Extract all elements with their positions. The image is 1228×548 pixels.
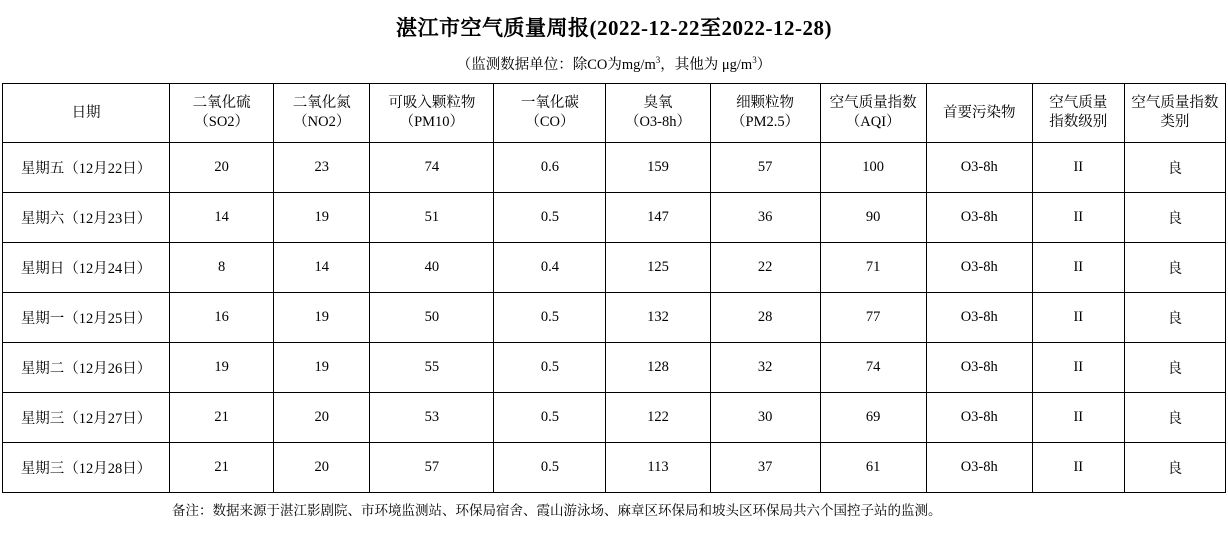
cell-level: II — [1032, 143, 1124, 193]
column-header-co — [494, 84, 606, 143]
cell-date: 星期五（12月22日） — [3, 143, 170, 193]
cell-category: 良 — [1124, 443, 1225, 493]
unit-note-sup2: 3 — [752, 55, 757, 66]
cell-co: 0.5 — [494, 293, 606, 343]
cell-no2: 19 — [274, 343, 370, 393]
column-header-o3-line2: （O3-8h） — [624, 114, 692, 131]
cell-co: 0.5 — [494, 443, 606, 493]
column-header-date — [3, 84, 170, 143]
cell-so2: 14 — [170, 193, 274, 243]
cell-primary-pollutant: O3-8h — [926, 343, 1032, 393]
cell-pm10: 74 — [370, 143, 494, 193]
column-header-primary-pollutant-line1: 首要污染物 — [942, 104, 1016, 121]
cell-co: 0.5 — [494, 193, 606, 243]
cell-category: 良 — [1124, 143, 1225, 193]
cell-pm10: 57 — [370, 443, 494, 493]
cell-aqi: 69 — [820, 393, 926, 443]
cell-aqi: 71 — [820, 243, 926, 293]
cell-no2: 23 — [274, 143, 370, 193]
unit-note-part1: （监测数据单位：除CO为mg/m — [456, 57, 656, 74]
cell-level: II — [1032, 193, 1124, 243]
cell-aqi: 61 — [820, 443, 926, 493]
cell-primary-pollutant: O3-8h — [926, 293, 1032, 343]
page-title: 湛江市空气质量周报(2022-12-22至2022-12-28) — [396, 16, 832, 40]
column-header-co-line1: 一氧化碳 — [520, 94, 579, 111]
cell-co: 0.6 — [494, 143, 606, 193]
cell-date: 星期三（12月28日） — [3, 443, 170, 493]
table-row — [3, 293, 1226, 343]
cell-no2: 14 — [274, 243, 370, 293]
cell-o3: 113 — [606, 443, 710, 493]
cell-category: 良 — [1124, 243, 1225, 293]
table-row — [3, 193, 1226, 243]
cell-date: 星期六（12月23日） — [3, 193, 170, 243]
cell-level: II — [1032, 443, 1124, 493]
cell-co: 0.4 — [494, 243, 606, 293]
column-header-pm10 — [370, 84, 494, 143]
column-header-pm10-line1: 可吸入颗粒物 — [388, 94, 476, 111]
column-header-level-line1: 空气质量 — [1049, 94, 1108, 111]
cell-so2: 16 — [170, 293, 274, 343]
cell-pm10: 40 — [370, 243, 494, 293]
column-header-so2 — [170, 84, 274, 143]
cell-no2: 19 — [274, 193, 370, 243]
cell-so2: 21 — [170, 393, 274, 443]
cell-primary-pollutant: O3-8h — [926, 243, 1032, 293]
cell-level: II — [1032, 293, 1124, 343]
cell-primary-pollutant: O3-8h — [926, 143, 1032, 193]
cell-date: 星期三（12月27日） — [3, 393, 170, 443]
cell-no2: 19 — [274, 293, 370, 343]
cell-o3: 122 — [606, 393, 710, 443]
column-header-pm10-line2: （PM10） — [399, 114, 465, 131]
cell-category: 良 — [1124, 293, 1225, 343]
cell-so2: 19 — [170, 343, 274, 393]
column-header-no2-line1: 二氧化氮 — [292, 94, 351, 111]
column-header-o3-line1: 臭氧 — [643, 94, 673, 111]
cell-primary-pollutant: O3-8h — [926, 443, 1032, 493]
table-row — [3, 443, 1226, 493]
column-header-pm25-line2: （PM2.5） — [731, 114, 800, 131]
cell-category: 良 — [1124, 343, 1225, 393]
cell-date: 星期二（12月26日） — [3, 343, 170, 393]
column-header-aqi-line1: 空气质量指数 — [829, 94, 917, 111]
cell-pm25: 28 — [710, 293, 820, 343]
cell-date: 星期一（12月25日） — [3, 293, 170, 343]
cell-pm10: 55 — [370, 343, 494, 393]
cell-o3: 125 — [606, 243, 710, 293]
cell-aqi: 90 — [820, 193, 926, 243]
cell-category: 良 — [1124, 393, 1225, 443]
cell-primary-pollutant: O3-8h — [926, 393, 1032, 443]
column-header-pm25-line1: 细颗粒物 — [736, 94, 795, 111]
air-quality-table — [2, 83, 1226, 493]
cell-pm25: 36 — [710, 193, 820, 243]
column-header-category — [1124, 84, 1225, 143]
column-header-o3 — [606, 84, 710, 143]
column-header-category-line2: 类别 — [1160, 114, 1190, 131]
column-header-category-line1: 空气质量指数 — [1131, 94, 1219, 111]
cell-pm25: 57 — [710, 143, 820, 193]
cell-pm10: 53 — [370, 393, 494, 443]
table-row — [3, 143, 1226, 193]
cell-so2: 20 — [170, 143, 274, 193]
column-header-so2-line2: （SO2） — [194, 114, 250, 131]
cell-aqi: 100 — [820, 143, 926, 193]
table-row — [3, 243, 1226, 293]
column-header-date-line1: 日期 — [71, 104, 101, 121]
cell-pm25: 30 — [710, 393, 820, 443]
table-body — [3, 143, 1226, 493]
cell-o3: 128 — [606, 343, 710, 393]
cell-pm10: 50 — [370, 293, 494, 343]
footnote: 备注：数据来源于湛江影剧院、市环境监测站、环保局宿舍、霞山游泳场、麻章区环保局和坡头区环保局共六个国控子站的监测。 — [172, 503, 942, 519]
column-header-level — [1032, 84, 1124, 143]
cell-aqi: 77 — [820, 293, 926, 343]
cell-o3: 132 — [606, 293, 710, 343]
cell-level: II — [1032, 343, 1124, 393]
column-header-level-line2: 指数级别 — [1049, 114, 1108, 131]
measurement-unit-note — [0, 43, 1228, 83]
table-row — [3, 343, 1226, 393]
table-row — [3, 393, 1226, 443]
cell-pm10: 51 — [370, 193, 494, 243]
column-header-co-line2: （CO） — [525, 114, 575, 131]
cell-pm25: 37 — [710, 443, 820, 493]
cell-pm25: 32 — [710, 343, 820, 393]
cell-co: 0.5 — [494, 343, 606, 393]
table-header-row — [3, 84, 1226, 143]
unit-note-sup1: 3 — [655, 55, 661, 66]
cell-date: 星期日（12月24日） — [3, 243, 170, 293]
cell-category: 良 — [1124, 193, 1225, 243]
cell-so2: 21 — [170, 443, 274, 493]
cell-primary-pollutant: O3-8h — [926, 193, 1032, 243]
column-header-no2-line2: （NO2） — [293, 114, 351, 131]
cell-o3: 159 — [606, 143, 710, 193]
cell-no2: 20 — [274, 443, 370, 493]
unit-note-part3: ） — [756, 57, 772, 74]
cell-o3: 147 — [606, 193, 710, 243]
cell-level: II — [1032, 393, 1124, 443]
column-header-no2 — [274, 84, 370, 143]
column-header-pm25 — [710, 84, 820, 143]
column-header-aqi-line2: （AQI） — [845, 114, 901, 131]
column-header-so2-line1: 二氧化硫 — [192, 94, 251, 111]
unit-note-part2: ，其他为 μg/m — [660, 57, 753, 74]
column-header-primary-pollutant — [926, 84, 1032, 143]
cell-no2: 20 — [274, 393, 370, 443]
cell-pm25: 22 — [710, 243, 820, 293]
cell-so2: 8 — [170, 243, 274, 293]
cell-aqi: 74 — [820, 343, 926, 393]
cell-level: II — [1032, 243, 1124, 293]
cell-co: 0.5 — [494, 393, 606, 443]
column-header-aqi — [820, 84, 926, 143]
